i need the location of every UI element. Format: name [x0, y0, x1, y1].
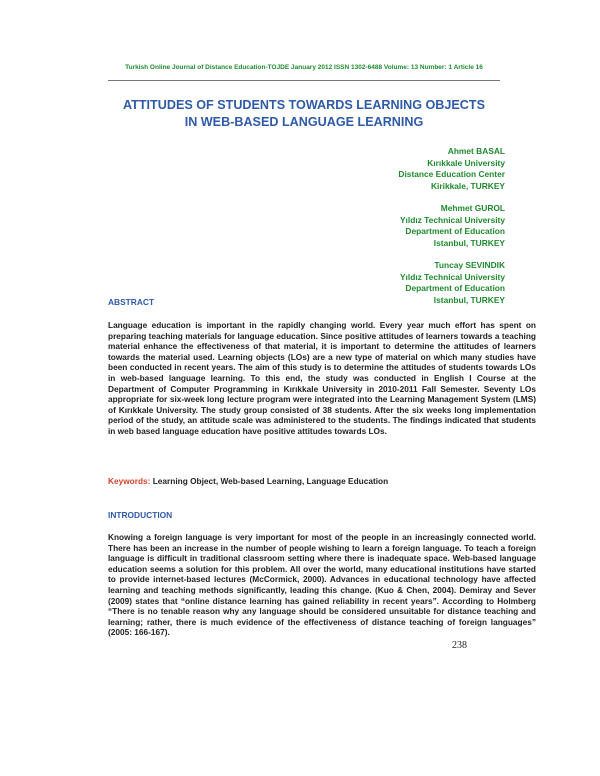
author-affiliation: Yıldız Technical University	[399, 271, 505, 282]
author-block-1	[255, 146, 505, 192]
author-department: Department of Education	[405, 226, 505, 236]
keywords-label: Keywords:	[108, 476, 151, 486]
author-list	[255, 146, 505, 317]
author-department: Distance Education Center	[398, 169, 505, 179]
author-name: Ahmet BASAL	[447, 146, 505, 156]
introduction-body: Knowing a foreign language is very important for most of the people in an increasingly connected world. There has been an increase in the number of people wishing to learn a foreign language. To teach a foreign language is difficult in traditional classroom setting where there is inadequate space. Web-based language education seems a solution for this problem. All over the world, many educational institutions have started to provide internet-based lectures (McCormick, 2000). Advances in educational technology have affected learning and teaching methods significantly, leading this change. (Kuo & Chen, 2004). Demiray and Sever (2009) states that “online distance learning has gained reliability in recent years”. According to Holmberg “There is no tenable reason why any language should be considered unsuitable for distance teaching and learning; rather, there is much evidence of the effectiveness of distance teaching of foreign languages” (2005: 166-167).	[108, 532, 536, 638]
author-block-2	[255, 203, 505, 249]
header-divider	[108, 80, 500, 81]
keywords-text: Learning Object, Web-based Learning, Language Education	[152, 476, 389, 486]
page-number: 238	[452, 640, 467, 651]
author-affiliation: Kırıkkale University	[427, 157, 505, 168]
journal-header: Turkish Online Journal of Distance Education-TOJDE January 2012 ISSN 1302-6488 Volume: 13 Number: 1 Article 16	[125, 64, 483, 71]
author-location: Istanbul, TURKEY	[433, 294, 505, 305]
author-department: Department of Education	[405, 283, 505, 293]
title-line-2: IN WEB-BASED LANGUAGE LEARNING	[184, 115, 424, 129]
author-name: Mehmet GUROL	[440, 203, 505, 213]
introduction-heading: INTRODUCTION	[108, 510, 173, 520]
paper-title	[108, 97, 500, 131]
title-line-1: ATTITUDES OF STUDENTS TOWARDS LEARNING OBJECTS	[123, 98, 485, 112]
author-affiliation: Yıldız Technical University	[399, 214, 505, 225]
keywords-line	[108, 476, 536, 486]
abstract-body: Language education is important in the rapidly changing world. Every year much effort has spent on preparing teaching materials for language education. Since positive attitudes of learners towards a teaching material enhance the effectiveness of that material, it is important to determine the attitudes of learners towards the material used. Learning objects (LOs) are a new type of material on which many studies have been conducted in recent years. The aim of this study is to determine the attitudes of students towards LOs in web-based language learning. To this end, the study was conducted in English I Course at the Department of Computer Programming in Kırıkkale University in 2010-2011 Fall Semester. Seventy LOs appropriate for six-week long lecture program were integrated into the Learning Management System (LMS) of Kırıkkale University. The study group consisted of 38 students. After the six weeks long implementation period of the study, an attitude scale was administered to the students. The findings indicated that students in web based language education have positive attitudes towards LOs.	[108, 320, 536, 436]
author-name: Tuncay SEVINDIK	[434, 260, 505, 270]
author-location: Kirikkale, TURKEY	[430, 180, 505, 191]
author-block-3	[255, 260, 505, 306]
author-location: Istanbul, TURKEY	[433, 237, 505, 248]
abstract-heading: ABSTRACT	[108, 297, 155, 307]
